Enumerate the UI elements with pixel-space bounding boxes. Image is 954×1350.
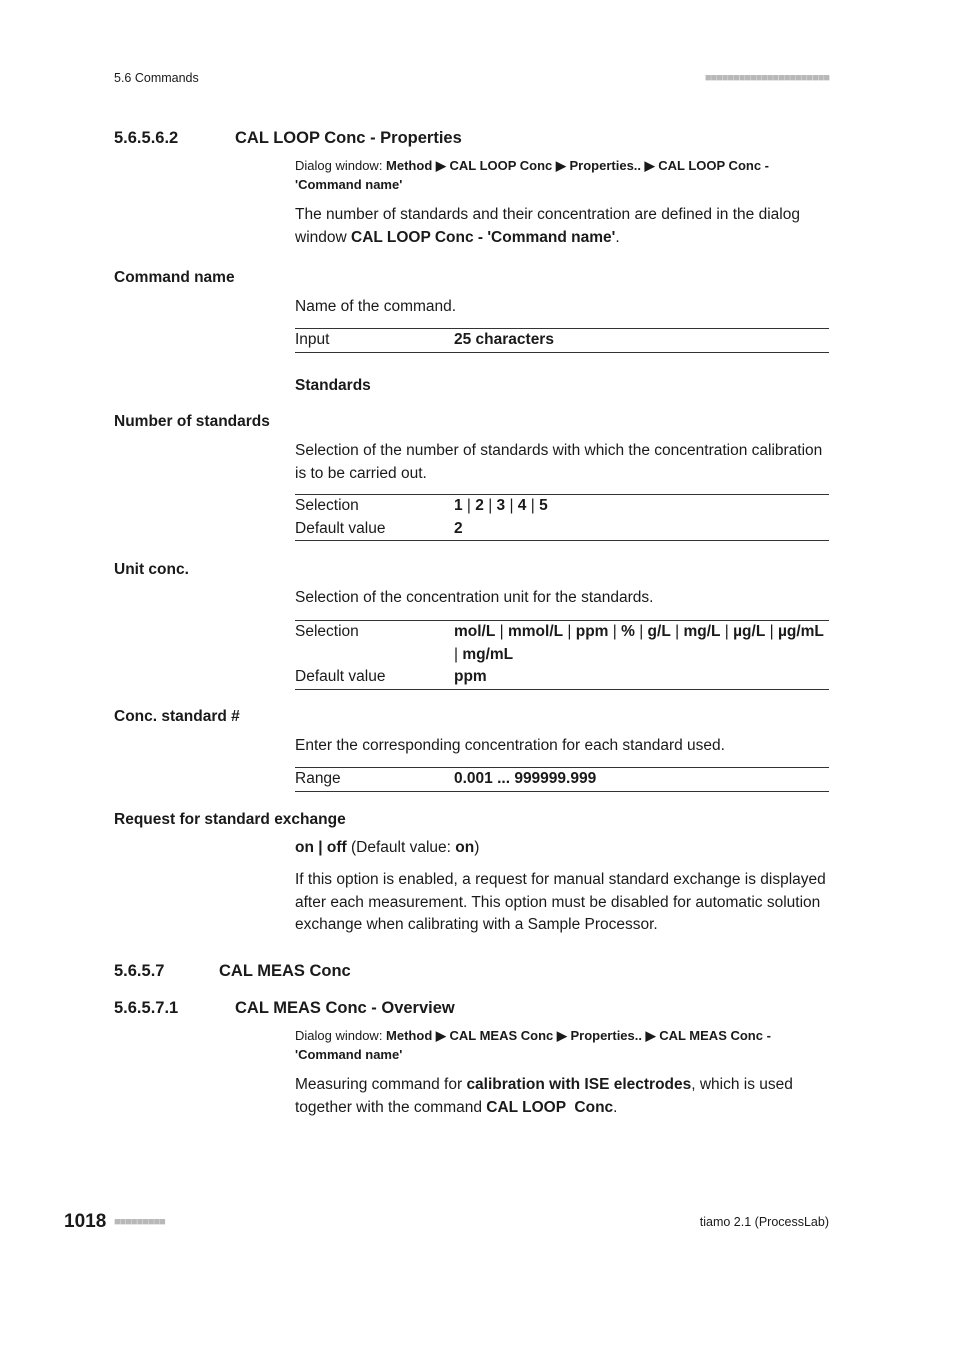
param-unit-conc: Unit conc.: [114, 561, 189, 578]
param-description: Selection of the concentration unit for the standards.: [295, 589, 654, 606]
footer-product: tiamo 2.1 (ProcessLab): [699, 1215, 829, 1229]
row-value: ppm: [454, 668, 487, 685]
row-value: 1 | 2 | 3 | 4 | 5: [454, 497, 548, 514]
param-description: Enter the corresponding concentration for each standard used.: [295, 737, 725, 754]
param-description: If this option is enabled, a request for manual standard exchange is displayed after each measurement. This option must be disabled for automatic solution exchange when calibrating with a Sample Processor.: [295, 871, 826, 933]
param-table: [295, 328, 829, 353]
section-title: CAL LOOP Conc - Properties: [235, 129, 462, 147]
toggle-values: on | off (Default value: on): [295, 839, 480, 856]
row-value: 25 characters: [454, 331, 554, 348]
param-number-of-standards: Number of standards: [114, 413, 270, 430]
subheading-standards: Standards: [295, 377, 371, 394]
table-row: [295, 329, 829, 352]
section-title: CAL MEAS Conc: [219, 962, 351, 980]
dialog-path: Dialog window: Method ▶ CAL MEAS Conc ▶ Properties.. ▶ CAL MEAS Conc - 'Command name': [295, 1028, 771, 1062]
row-value: 0.001 ... 999999.999: [454, 770, 597, 787]
row-key: Selection: [295, 497, 359, 514]
row-value: mol/L | mmol/L | ppm | % | g/L | mg/L | µg/L | µg/mL | mg/mL: [454, 623, 824, 663]
param-command-name: Command name: [114, 269, 235, 286]
section-title: CAL MEAS Conc - Overview: [235, 999, 455, 1017]
param-table: [295, 494, 829, 541]
row-value: 2: [454, 519, 463, 537]
section-number: 5.6.5.6.2: [114, 129, 179, 147]
param-description: Name of the command.: [295, 298, 457, 315]
section-number: 5.6.5.7.1: [114, 999, 179, 1017]
footer-decoration: ■■■■■■■■■: [114, 1216, 165, 1228]
table-row: [295, 495, 829, 518]
param-conc-standard: Conc. standard #: [114, 708, 240, 725]
dialog-path: Dialog window: Method ▶ CAL LOOP Conc ▶ Properties.. ▶ CAL LOOP Conc - 'Command name': [295, 158, 770, 192]
table-row: [295, 518, 829, 541]
running-header-section: 5.6 Commands: [114, 71, 199, 85]
table-row: [295, 666, 829, 689]
param-table: [295, 767, 829, 792]
param-table: [295, 620, 829, 690]
param-request-standard-exchange: Request for standard exchange: [114, 811, 346, 828]
section-number: 5.6.5.7: [114, 962, 165, 980]
row-key: Selection: [295, 623, 359, 640]
row-key: Default value: [295, 519, 386, 537]
header-decoration: ■■■■■■■■■■■■■■■■■■■■■■: [704, 72, 829, 84]
overview-paragraph: Measuring command for calibration with ISE electrodes, which is used together with the command CAL LOOP Conc.: [295, 1076, 793, 1116]
row-key: Default value: [295, 668, 386, 685]
row-key: Range: [295, 770, 341, 787]
table-row: [295, 621, 829, 666]
param-description: Selection of the number of standards with which the concentration calibration is to be carried out.: [295, 442, 823, 482]
row-key: Input: [295, 331, 330, 348]
page-number: 1018: [64, 1211, 107, 1232]
intro-paragraph: The number of standards and their concentration are defined in the dialog window CAL LOOP Conc - 'Command name'.: [295, 206, 800, 246]
table-row: [295, 768, 829, 791]
